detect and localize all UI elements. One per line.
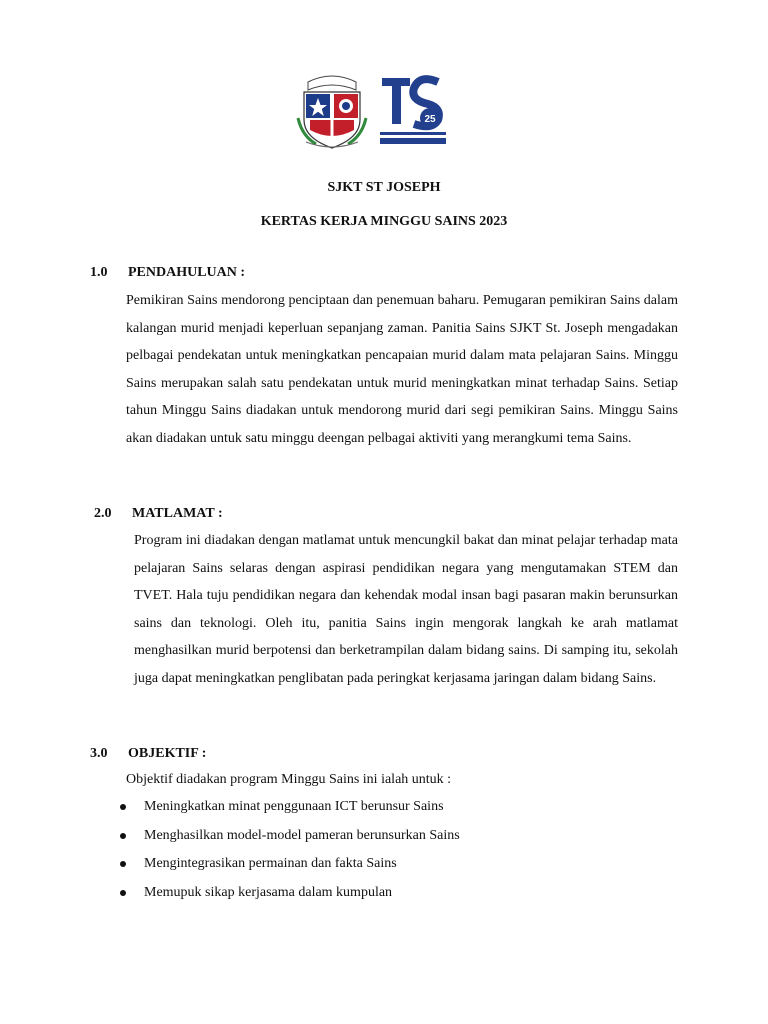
document-title: KERTAS KERJA MINGGU SAINS 2023 (260, 214, 508, 229)
bullet-icon (120, 861, 126, 867)
section-title: PENDAHULUAN : (128, 265, 246, 280)
section-number: 1.0 (90, 265, 108, 280)
school-name: SJKT ST JOSEPH (327, 180, 441, 195)
list-item (118, 825, 460, 854)
list-item (118, 882, 460, 911)
bullet-icon (120, 890, 126, 896)
list-item-text: Menghasilkan model-model pameran berunsurkan Sains (144, 827, 460, 843)
section-body: Program ini diadakan dengan matlamat untuk mencungkil bakat dan minat pelajar terhadap mata pelajaran Sains selaras dengan aspirasi pendidikan negara yang mengutamakan STEM dan TVET. Hala tuju pendidikan negara dan kehendak modal insan bagi pasaran makin berunsurkan sains dan teknologi. Oleh itu, panitia Sains ingin mengorak langkah ke arah matlamat menghasilkan murid berpotensi dan berketrampilan dalam bidang sains. Di samping itu, sekolah juga dapat meningkatkan penglibatan pada peringkat kerjasama jaringan dalam bidang Sains. (134, 533, 678, 686)
objective-list (118, 796, 460, 910)
section-title: MATLAMAT : (132, 506, 223, 521)
section-number: 3.0 (90, 746, 108, 761)
bullet-icon (120, 804, 126, 810)
list-item-text: Memupuk sikap kerjasama dalam kumpulan (144, 884, 393, 900)
list-item-text: Mengintegrasikan permainan dan fakta Sains (144, 856, 397, 872)
list-item (118, 796, 460, 825)
section-body: Pemikiran Sains mendorong penciptaan dan penemuan baharu. Pemugaran pemikiran Sains dalam kalangan murid menjadi keperluan sepanjang zaman. Panitia Sains SJKT St. Joseph mengadakan pelbagai pendekatan untuk meningkatkan pencapaian murid dalam mata pelajaran Sains. Minggu Sains merupakan salah satu pendekatan untuk murid meningkatkan minat terhadap Sains. Setiap tahun Minggu Sains diadakan untuk mendorong murid dari segi pemikiran Sains. Minggu Sains akan diadakan untuk satu minggu deengan pelbagai aktiviti yang merangkumi tema Sains. (126, 293, 678, 446)
svg-text:25: 25 (424, 114, 436, 125)
bullet-icon (120, 833, 126, 839)
logo-strip (0, 68, 768, 152)
section-intro: Objektif diadakan program Minggu Sains ini ialah untuk : (126, 772, 452, 787)
section-title: OBJEKTIF : (128, 746, 207, 761)
list-item-text: Meningkatkan minat penggunaan ICT berunsur Sains (144, 799, 444, 814)
section-number: 2.0 (94, 506, 112, 521)
school-crest-icon (296, 68, 368, 150)
list-item (118, 853, 460, 882)
ts25-logo-icon (380, 72, 446, 148)
